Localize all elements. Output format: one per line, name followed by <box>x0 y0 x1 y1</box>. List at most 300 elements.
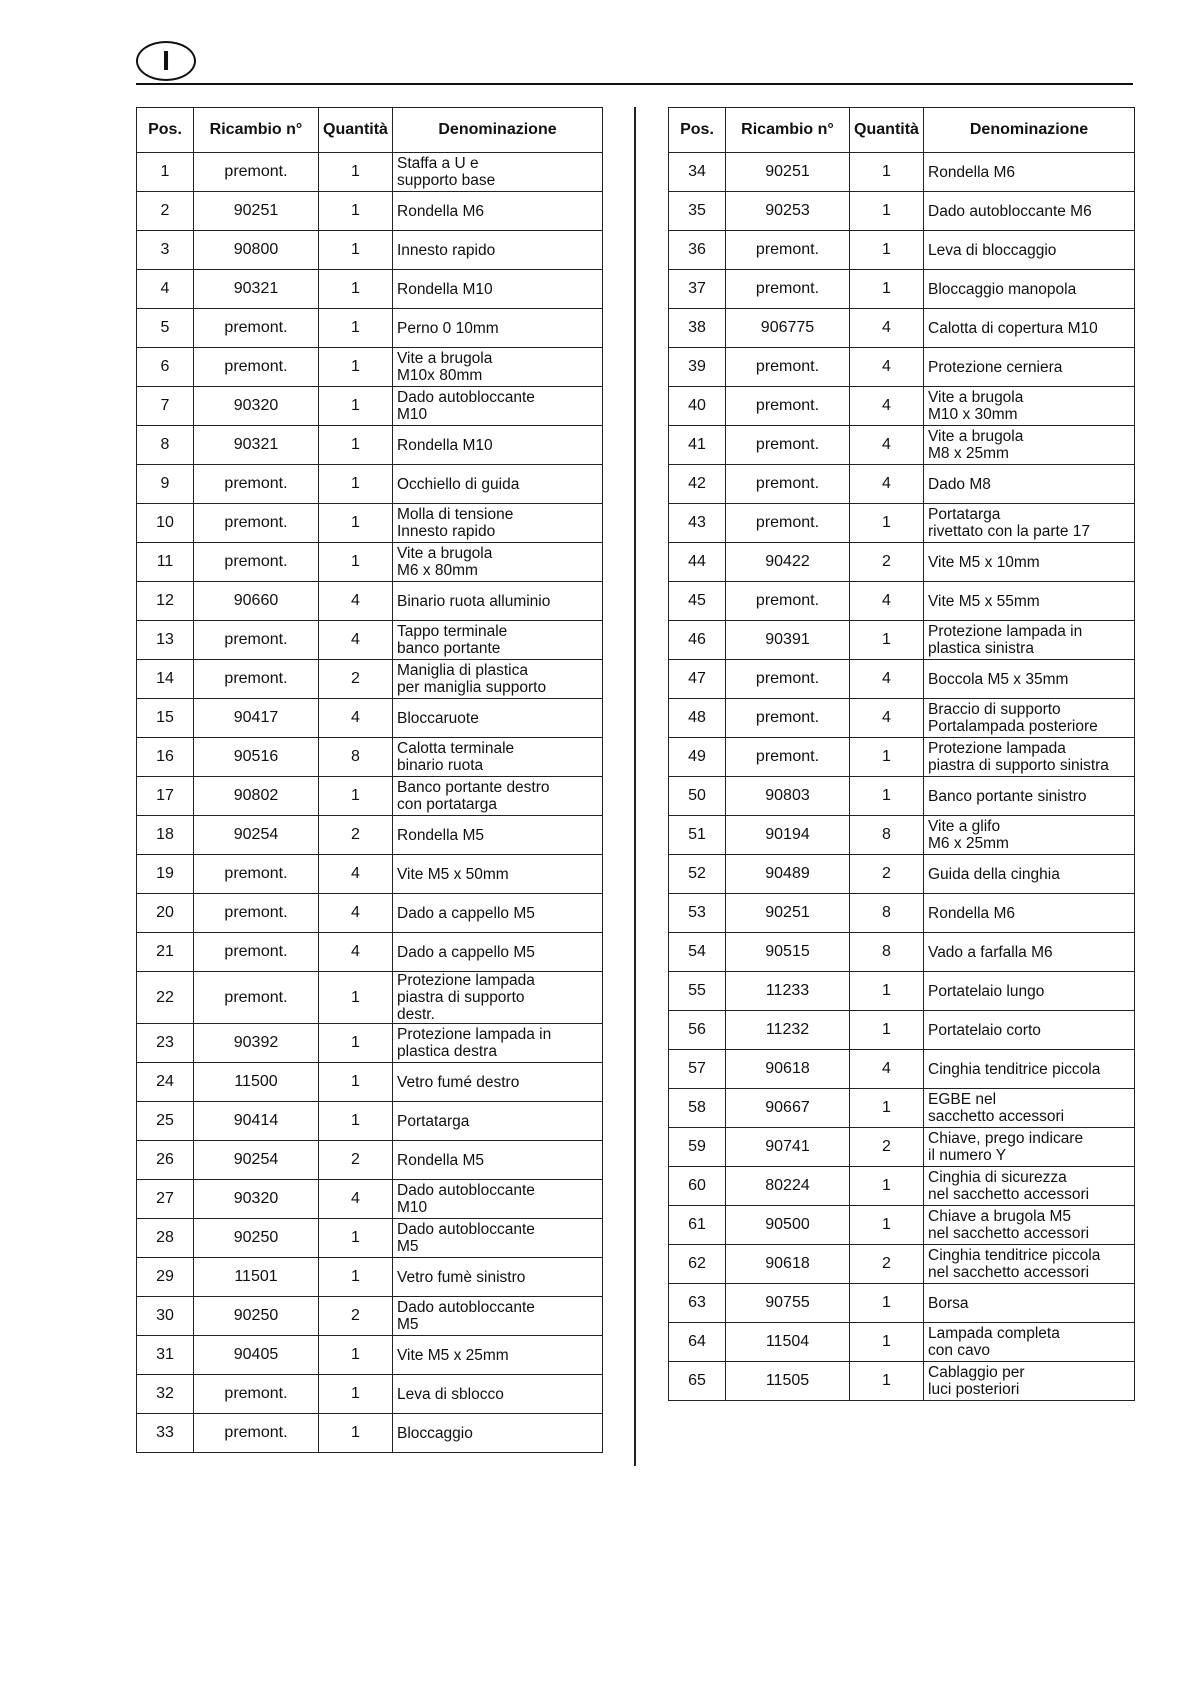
cell-part-number: 90254 <box>194 1141 319 1180</box>
cell-pos: 61 <box>669 1206 726 1245</box>
cell-pos: 23 <box>137 1024 194 1063</box>
cell-description: Innesto rapido <box>393 231 603 270</box>
column-divider <box>634 107 636 1466</box>
cell-quantity: 2 <box>850 1245 924 1284</box>
cell-description: Dado autobloccante M10 <box>393 1180 603 1219</box>
cell-part-number: premont. <box>726 270 850 309</box>
cell-pos: 7 <box>137 387 194 426</box>
cell-quantity: 2 <box>850 1128 924 1167</box>
cell-pos: 57 <box>669 1050 726 1089</box>
cell-part-number: premont. <box>194 660 319 699</box>
table-row <box>137 543 603 582</box>
cell-description: Borsa <box>924 1284 1135 1323</box>
cell-description: Vite a brugola M8 x 25mm <box>924 426 1135 465</box>
cell-description: Lampada completa con cavo <box>924 1323 1135 1362</box>
cell-pos: 31 <box>137 1336 194 1375</box>
cell-part-number: 90422 <box>726 543 850 582</box>
cell-pos: 53 <box>669 894 726 933</box>
cell-quantity: 1 <box>319 1102 393 1141</box>
cell-quantity: 1 <box>850 972 924 1011</box>
cell-part-number: premont. <box>194 621 319 660</box>
cell-quantity: 4 <box>850 309 924 348</box>
cell-pos: 55 <box>669 972 726 1011</box>
table-row <box>669 1245 1135 1284</box>
table-row <box>137 816 603 855</box>
cell-pos: 26 <box>137 1141 194 1180</box>
cell-part-number: 90405 <box>194 1336 319 1375</box>
table-row <box>669 777 1135 816</box>
cell-description: Bloccaruote <box>393 699 603 738</box>
cell-quantity: 4 <box>319 894 393 933</box>
cell-pos: 2 <box>137 192 194 231</box>
cell-description: Vite M5 x 10mm <box>924 543 1135 582</box>
cell-description: Protezione lampada in plastica sinistra <box>924 621 1135 660</box>
cell-description: Rondella M10 <box>393 270 603 309</box>
cell-part-number: premont. <box>726 426 850 465</box>
table-row <box>137 1375 603 1414</box>
cell-pos: 33 <box>137 1414 194 1453</box>
cell-part-number: 11500 <box>194 1063 319 1102</box>
cell-part-number: 90516 <box>194 738 319 777</box>
cell-pos: 41 <box>669 426 726 465</box>
cell-pos: 13 <box>137 621 194 660</box>
header-quantity: Quantità <box>319 108 393 153</box>
cell-description: Dado autobloccante M5 <box>393 1297 603 1336</box>
cell-description: Occhiello di guida <box>393 465 603 504</box>
table-row <box>669 1089 1135 1128</box>
cell-description: Guida della cinghia <box>924 855 1135 894</box>
cell-part-number: 90414 <box>194 1102 319 1141</box>
cell-description: Cablaggio per luci posteriori <box>924 1362 1135 1401</box>
cell-quantity: 4 <box>850 387 924 426</box>
table-row <box>137 270 603 309</box>
cell-quantity: 1 <box>850 738 924 777</box>
table-row <box>137 1258 603 1297</box>
cell-quantity: 8 <box>850 816 924 855</box>
cell-description: Molla di tensione Innesto rapido <box>393 504 603 543</box>
cell-quantity: 2 <box>319 816 393 855</box>
cell-pos: 52 <box>669 855 726 894</box>
cell-pos: 58 <box>669 1089 726 1128</box>
cell-quantity: 4 <box>850 348 924 387</box>
cell-part-number: 90800 <box>194 231 319 270</box>
cell-part-number: 90803 <box>726 777 850 816</box>
cell-part-number: 11501 <box>194 1258 319 1297</box>
cell-pos: 63 <box>669 1284 726 1323</box>
cell-part-number: 90755 <box>726 1284 850 1323</box>
cell-pos: 56 <box>669 1011 726 1050</box>
cell-pos: 14 <box>137 660 194 699</box>
cell-quantity: 4 <box>850 582 924 621</box>
cell-part-number: 90391 <box>726 621 850 660</box>
cell-part-number: 90250 <box>194 1219 319 1258</box>
cell-pos: 12 <box>137 582 194 621</box>
cell-description: Vado a farfalla M6 <box>924 933 1135 972</box>
cell-pos: 30 <box>137 1297 194 1336</box>
cell-pos: 64 <box>669 1323 726 1362</box>
cell-part-number: 90251 <box>194 192 319 231</box>
cell-description: Vite M5 x 55mm <box>924 582 1135 621</box>
cell-part-number: 90194 <box>726 816 850 855</box>
cell-part-number: 90321 <box>194 426 319 465</box>
cell-part-number: premont. <box>726 660 850 699</box>
cell-quantity: 1 <box>319 972 393 1024</box>
cell-description: Portatelaio corto <box>924 1011 1135 1050</box>
cell-description: Dado autobloccante M5 <box>393 1219 603 1258</box>
cell-pos: 35 <box>669 192 726 231</box>
table-row <box>137 1024 603 1063</box>
cell-pos: 38 <box>669 309 726 348</box>
table-row <box>137 465 603 504</box>
cell-quantity: 1 <box>319 465 393 504</box>
cell-description: Portatarga <box>393 1102 603 1141</box>
table-row <box>137 1219 603 1258</box>
cell-quantity: 1 <box>850 231 924 270</box>
table-row <box>669 192 1135 231</box>
cell-description: Chiave, prego indicare il numero Y <box>924 1128 1135 1167</box>
table-row <box>669 270 1135 309</box>
cell-quantity: 2 <box>319 1297 393 1336</box>
cell-pos: 29 <box>137 1258 194 1297</box>
cell-part-number: 11232 <box>726 1011 850 1050</box>
cell-quantity: 1 <box>850 270 924 309</box>
cell-part-number: premont. <box>194 933 319 972</box>
cell-description: Banco portante sinistro <box>924 777 1135 816</box>
table-row <box>669 1362 1135 1401</box>
cell-pos: 19 <box>137 855 194 894</box>
table-row <box>669 1323 1135 1362</box>
cell-part-number: premont. <box>194 1414 319 1453</box>
cell-part-number: premont. <box>726 348 850 387</box>
cell-part-number: 90489 <box>726 855 850 894</box>
header-rule <box>136 83 1133 85</box>
table-row <box>137 738 603 777</box>
cell-pos: 16 <box>137 738 194 777</box>
cell-description: Vite M5 x 25mm <box>393 1336 603 1375</box>
cell-pos: 43 <box>669 504 726 543</box>
cell-quantity: 1 <box>319 1219 393 1258</box>
table-row <box>669 1284 1135 1323</box>
cell-pos: 42 <box>669 465 726 504</box>
cell-part-number: premont. <box>726 738 850 777</box>
cell-quantity: 1 <box>850 153 924 192</box>
cell-part-number: 90618 <box>726 1050 850 1089</box>
cell-pos: 8 <box>137 426 194 465</box>
table-row <box>669 348 1135 387</box>
cell-quantity: 1 <box>319 426 393 465</box>
cell-description: Cinghia tenditrice piccola <box>924 1050 1135 1089</box>
cell-part-number: 906775 <box>726 309 850 348</box>
cell-pos: 28 <box>137 1219 194 1258</box>
table-row <box>669 621 1135 660</box>
cell-pos: 3 <box>137 231 194 270</box>
cell-part-number: premont. <box>194 855 319 894</box>
cell-description: Leva di sblocco <box>393 1375 603 1414</box>
cell-quantity: 2 <box>850 543 924 582</box>
cell-part-number: premont. <box>194 894 319 933</box>
cell-part-number: 90320 <box>194 387 319 426</box>
cell-description: Rondella M6 <box>924 894 1135 933</box>
cell-pos: 37 <box>669 270 726 309</box>
table-row <box>669 816 1135 855</box>
table-row <box>669 738 1135 777</box>
cell-pos: 11 <box>137 543 194 582</box>
header-quantity: Quantità <box>850 108 924 153</box>
cell-quantity: 4 <box>850 465 924 504</box>
cell-quantity: 1 <box>319 153 393 192</box>
cell-part-number: premont. <box>726 465 850 504</box>
cell-pos: 46 <box>669 621 726 660</box>
cell-part-number: 90253 <box>726 192 850 231</box>
cell-quantity: 2 <box>850 855 924 894</box>
table-row <box>137 660 603 699</box>
table-row <box>137 855 603 894</box>
table-row <box>669 1011 1135 1050</box>
cell-part-number: 90320 <box>194 1180 319 1219</box>
table-row <box>137 231 603 270</box>
cell-part-number: 90254 <box>194 816 319 855</box>
table-row <box>137 777 603 816</box>
cell-quantity: 2 <box>319 660 393 699</box>
cell-quantity: 1 <box>319 192 393 231</box>
header-description: Denominazione <box>924 108 1135 153</box>
cell-part-number: 90250 <box>194 1297 319 1336</box>
cell-description: Vite a brugola M10 x 30mm <box>924 387 1135 426</box>
cell-pos: 1 <box>137 153 194 192</box>
cell-pos: 47 <box>669 660 726 699</box>
cell-part-number: premont. <box>726 387 850 426</box>
cell-quantity: 1 <box>850 192 924 231</box>
cell-quantity: 4 <box>319 582 393 621</box>
cell-part-number: 11233 <box>726 972 850 1011</box>
cell-pos: 21 <box>137 933 194 972</box>
cell-description: Calotta terminale binario ruota <box>393 738 603 777</box>
table-row <box>669 660 1135 699</box>
cell-description: Braccio di supporto Portalampada posteriore <box>924 699 1135 738</box>
cell-pos: 20 <box>137 894 194 933</box>
cell-quantity: 8 <box>319 738 393 777</box>
table-row <box>137 153 603 192</box>
cell-quantity: 4 <box>850 1050 924 1089</box>
cell-description: Dado autobloccante M10 <box>393 387 603 426</box>
cell-quantity: 1 <box>319 1375 393 1414</box>
cell-part-number: 90321 <box>194 270 319 309</box>
cell-quantity: 1 <box>319 1414 393 1453</box>
table-row <box>137 192 603 231</box>
header-part-number: Ricambio n° <box>194 108 319 153</box>
cell-quantity: 4 <box>319 621 393 660</box>
cell-part-number: premont. <box>194 348 319 387</box>
cell-description: Vetro fumè sinistro <box>393 1258 603 1297</box>
cell-part-number: premont. <box>726 582 850 621</box>
cell-part-number: premont. <box>194 153 319 192</box>
cell-description: Binario ruota alluminio <box>393 582 603 621</box>
table-row <box>669 504 1135 543</box>
table-row <box>669 309 1135 348</box>
table-row <box>669 972 1135 1011</box>
cell-pos: 45 <box>669 582 726 621</box>
cell-quantity: 1 <box>319 1024 393 1063</box>
cell-pos: 32 <box>137 1375 194 1414</box>
cell-quantity: 1 <box>319 309 393 348</box>
cell-description: Protezione lampada piastra di supporto sinistra <box>924 738 1135 777</box>
cell-description: Calotta di copertura M10 <box>924 309 1135 348</box>
cell-quantity: 1 <box>850 1206 924 1245</box>
cell-description: Portatelaio lungo <box>924 972 1135 1011</box>
cell-part-number: 90500 <box>726 1206 850 1245</box>
table-row <box>137 894 603 933</box>
cell-description: Tappo terminale banco portante <box>393 621 603 660</box>
table-row <box>669 1128 1135 1167</box>
cell-description: Rondella M5 <box>393 1141 603 1180</box>
cell-part-number: 80224 <box>726 1167 850 1206</box>
cell-description: Maniglia di plastica per maniglia supporto <box>393 660 603 699</box>
cell-pos: 15 <box>137 699 194 738</box>
cell-quantity: 1 <box>319 270 393 309</box>
cell-description: Vite a brugola M6 x 80mm <box>393 543 603 582</box>
cell-part-number: 90618 <box>726 1245 850 1284</box>
cell-description: Vite a glifo M6 x 25mm <box>924 816 1135 855</box>
table-row <box>137 387 603 426</box>
cell-quantity: 4 <box>319 933 393 972</box>
cell-pos: 60 <box>669 1167 726 1206</box>
cell-quantity: 1 <box>850 1011 924 1050</box>
table-row <box>669 894 1135 933</box>
cell-pos: 44 <box>669 543 726 582</box>
cell-quantity: 1 <box>319 1063 393 1102</box>
table-row <box>669 1206 1135 1245</box>
cell-quantity: 1 <box>319 1258 393 1297</box>
cell-quantity: 2 <box>319 1141 393 1180</box>
cell-description: Protezione cerniera <box>924 348 1135 387</box>
cell-part-number: premont. <box>194 543 319 582</box>
cell-pos: 40 <box>669 387 726 426</box>
cell-quantity: 1 <box>850 621 924 660</box>
cell-part-number: premont. <box>194 504 319 543</box>
cell-pos: 25 <box>137 1102 194 1141</box>
cell-part-number: premont. <box>726 504 850 543</box>
table-row <box>137 1336 603 1375</box>
cell-part-number: 11504 <box>726 1323 850 1362</box>
cell-part-number: premont. <box>194 1375 319 1414</box>
cell-pos: 65 <box>669 1362 726 1401</box>
table-row <box>137 699 603 738</box>
cell-pos: 54 <box>669 933 726 972</box>
cell-description: Rondella M5 <box>393 816 603 855</box>
table-row <box>669 426 1135 465</box>
cell-description: Dado a cappello M5 <box>393 933 603 972</box>
header-pos: Pos. <box>669 108 726 153</box>
cell-part-number: premont. <box>726 231 850 270</box>
cell-pos: 9 <box>137 465 194 504</box>
cell-description: Staffa a U e supporto base <box>393 153 603 192</box>
table-row <box>137 1102 603 1141</box>
cell-description: Protezione lampada piastra di supporto destr. <box>393 972 603 1024</box>
cell-pos: 34 <box>669 153 726 192</box>
cell-pos: 10 <box>137 504 194 543</box>
cell-description: Vite a brugola M10x 80mm <box>393 348 603 387</box>
cell-quantity: 1 <box>319 387 393 426</box>
cell-description: Rondella M6 <box>924 153 1135 192</box>
cell-description: Protezione lampada in plastica destra <box>393 1024 603 1063</box>
cell-description: Boccola M5 x 35mm <box>924 660 1135 699</box>
table-row <box>669 699 1135 738</box>
cell-quantity: 4 <box>319 855 393 894</box>
cell-pos: 6 <box>137 348 194 387</box>
cell-quantity: 1 <box>850 504 924 543</box>
cell-pos: 51 <box>669 816 726 855</box>
table-row <box>137 972 603 1024</box>
cell-description: Rondella M10 <box>393 426 603 465</box>
cell-quantity: 1 <box>319 777 393 816</box>
cell-quantity: 4 <box>319 1180 393 1219</box>
table-row <box>669 855 1135 894</box>
table-row <box>137 1063 603 1102</box>
cell-quantity: 4 <box>319 699 393 738</box>
cell-quantity: 1 <box>850 1323 924 1362</box>
table-row <box>137 582 603 621</box>
cell-pos: 36 <box>669 231 726 270</box>
cell-description: Leva di bloccaggio <box>924 231 1135 270</box>
cell-quantity: 1 <box>850 1362 924 1401</box>
cell-quantity: 8 <box>850 933 924 972</box>
table-row <box>137 933 603 972</box>
cell-part-number: 90417 <box>194 699 319 738</box>
cell-pos: 24 <box>137 1063 194 1102</box>
cell-description: Dado M8 <box>924 465 1135 504</box>
cell-description: Bloccaggio <box>393 1414 603 1453</box>
cell-description: EGBE nel sacchetto accessori <box>924 1089 1135 1128</box>
table-row <box>137 1297 603 1336</box>
cell-part-number: 90251 <box>726 153 850 192</box>
cell-part-number: premont. <box>194 972 319 1024</box>
cell-quantity: 1 <box>319 1336 393 1375</box>
cell-pos: 5 <box>137 309 194 348</box>
cell-pos: 18 <box>137 816 194 855</box>
cell-quantity: 4 <box>850 426 924 465</box>
cell-part-number: 90660 <box>194 582 319 621</box>
cell-quantity: 1 <box>319 348 393 387</box>
cell-pos: 48 <box>669 699 726 738</box>
cell-description: Banco portante destro con portatarga <box>393 777 603 816</box>
table-row <box>669 387 1135 426</box>
cell-description: Vetro fumé destro <box>393 1063 603 1102</box>
cell-quantity: 8 <box>850 894 924 933</box>
cell-part-number: premont. <box>194 465 319 504</box>
cell-part-number: 90802 <box>194 777 319 816</box>
cell-description: Cinghia tenditrice piccola nel sacchetto accessori <box>924 1245 1135 1284</box>
cell-part-number: 90392 <box>194 1024 319 1063</box>
table-row <box>669 231 1135 270</box>
cell-pos: 62 <box>669 1245 726 1284</box>
cell-quantity: 4 <box>850 699 924 738</box>
cell-pos: 4 <box>137 270 194 309</box>
header-description: Denominazione <box>393 108 603 153</box>
parts-table-left <box>136 107 603 1453</box>
cell-quantity: 1 <box>850 1167 924 1206</box>
table-row <box>137 309 603 348</box>
table-row <box>137 621 603 660</box>
cell-quantity: 1 <box>319 231 393 270</box>
table-row <box>137 504 603 543</box>
cell-pos: 50 <box>669 777 726 816</box>
cell-quantity: 1 <box>850 1284 924 1323</box>
cell-description: Dado a cappello M5 <box>393 894 603 933</box>
table-row <box>669 933 1135 972</box>
table-row <box>669 1050 1135 1089</box>
language-badge: I <box>136 41 196 81</box>
cell-part-number: 90741 <box>726 1128 850 1167</box>
